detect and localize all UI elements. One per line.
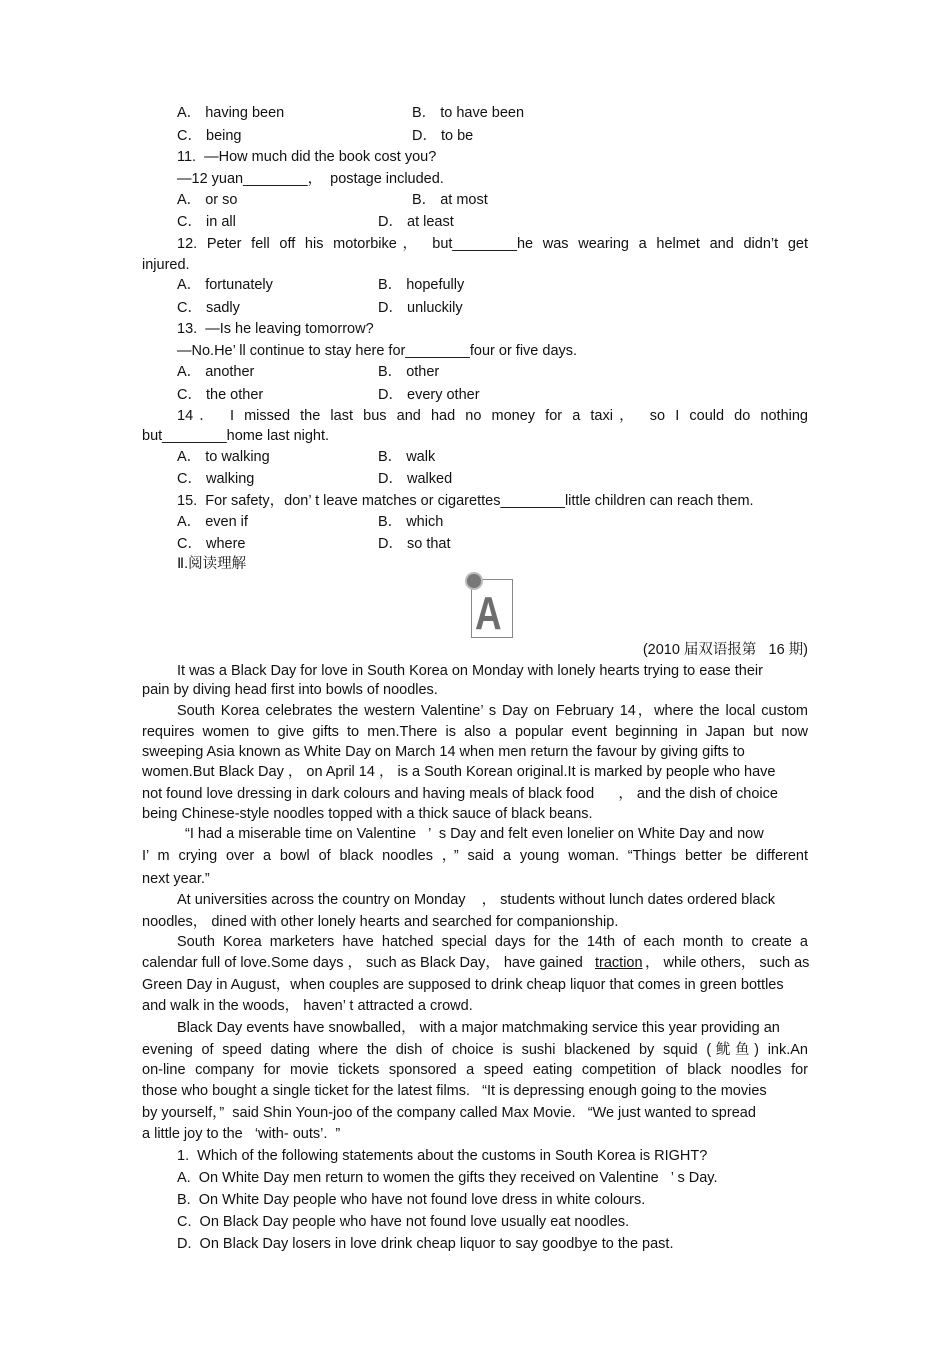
option: C． the other [177, 387, 264, 403]
option: A． to walking [177, 449, 270, 465]
section-a-icon [471, 579, 513, 638]
option: B. On White Day people who have not found love dress in white colours. [177, 1192, 646, 1208]
passage-line: those who bought a single ticket for the latest films. “It is depressing enough going to the movies [142, 1083, 767, 1099]
option: A． having been [177, 105, 285, 121]
question-stem: 14． I missed the last bus and had no money for a taxi， so I could do nothing [177, 408, 808, 424]
option: D． to be [412, 128, 474, 144]
option: B． hopefully [378, 277, 465, 293]
option: D． every other [378, 387, 480, 403]
passage-line: not found love dressing in dark colours and having meals of black food ， and the dish of choice [142, 786, 778, 802]
option: B． other [378, 364, 440, 380]
option: D． walked [378, 471, 453, 487]
passage-line: “I had a miserable time on Valentine ’ s Day and felt even lonelier on White Day and now [185, 826, 764, 842]
passage-line: South Korea celebrates the western Valentine’ s Day on February 14，where the local custom [177, 703, 808, 719]
underlined-word: traction [595, 955, 643, 971]
section-title: Ⅱ.阅读理解 [177, 556, 247, 572]
option: C． sadly [177, 300, 240, 316]
option: A． even if [177, 514, 248, 530]
passage-line: ， while others， such as [645, 955, 810, 971]
option: D. On Black Day losers in love drink cheap liquor to say goodbye to the past. [177, 1236, 674, 1252]
passage-line: At universities across the country on Monday ， students without lunch dates ordered black [177, 892, 776, 908]
passage-line: by yourself，” said Shin Youn-joo of the company called Max Movie. “We just wanted to spread [142, 1105, 756, 1121]
question-stem: 11. —How much did the book cost you? [177, 149, 437, 165]
option: C． walking [177, 471, 255, 487]
passage-line: pain by diving head first into bowls of noodles. [142, 682, 438, 698]
option: C． where [177, 536, 246, 552]
passage-line: I’ m crying over a bowl of black noodles ，” said a young woman. “Things better be different [142, 848, 808, 864]
option: C. On Black Day people who have not found love usually eat noodles. [177, 1214, 630, 1230]
passage-line: on-line company for movie tickets sponsored a speed eating competition of black noodles for [142, 1062, 808, 1078]
passage-line: It was a Black Day for love in South Korea on Monday with lonely hearts trying to ease their [177, 663, 763, 679]
question-stem: 13. —Is he leaving tomorrow? [177, 321, 374, 337]
option: D． at least [378, 214, 454, 230]
passage-line: Black Day events have snowballed， with a major matchmaking service this year providing an [177, 1020, 780, 1036]
passage-line: noodles， dined with other lonely hearts and searched for companionship. [142, 914, 619, 930]
option: D． so that [378, 536, 451, 552]
passage-line: women.But Black Day ， on April 14 ， is a South Korean original.It is marked by people who have [142, 764, 776, 780]
question-stem: injured. [142, 257, 190, 273]
question-answer-line: —12 yuan________， postage included. [177, 171, 444, 187]
option: A． or so [177, 192, 238, 208]
option: C． in all [177, 214, 236, 230]
passage-line: sweeping Asia known as White Day on March 14 when men return the favour by giving gifts to [142, 744, 745, 760]
passage-line: requires women to give gifts to men.There is also a popular event beginning in Japan but now [142, 724, 808, 740]
passage-line: Green Day in August，when couples are supposed to drink cheap liquor that comes in green bottles [142, 977, 784, 993]
question-stem: but________home last night. [142, 428, 330, 444]
passage-line: next year.” [142, 871, 210, 887]
option: D． unluckily [378, 300, 463, 316]
option: C． being [177, 128, 242, 144]
question-answer-line: —No.He’ ll continue to stay here for________four or five days. [177, 343, 578, 359]
question-stem: 12. Peter fell off his motorbike， but________he was wearing a helmet and didn’t get [177, 236, 808, 252]
question-stem: 15. For safety，don’ t leave matches or cigarettes________little children can reach them. [177, 493, 754, 509]
passage-line: evening of speed dating where the dish of choice is sushi blackened by squid (鱿鱼) ink.An [142, 1042, 808, 1058]
option: A. On White Day men return to women the gifts they received on Valentine ’ s Day. [177, 1170, 718, 1186]
option: B． at most [412, 192, 488, 208]
option: B． to have been [412, 105, 525, 121]
source-citation: (2010 届双语报第 16 期) [642, 642, 808, 658]
passage-line: and walk in the woods， haven’ t attracted a crowd. [142, 998, 473, 1014]
option: B． walk [378, 449, 436, 465]
option: A． fortunately [177, 277, 273, 293]
passage-line: South Korea marketers have hatched special days for the 14th of each month to create a [177, 934, 808, 950]
question-stem: 1. Which of the following statements about the customs in South Korea is RIGHT? [177, 1148, 708, 1164]
passage-line: being Chinese-style noodles topped with a thick sauce of black beans. [142, 806, 593, 822]
option: A． another [177, 364, 255, 380]
option: B． which [378, 514, 444, 530]
passage-line: a little joy to the ‘with- outs’. ” [142, 1126, 341, 1142]
passage-line: calendar full of love.Some days ， such as Black Day， have gained [142, 955, 583, 971]
section-letter: A [475, 587, 502, 639]
